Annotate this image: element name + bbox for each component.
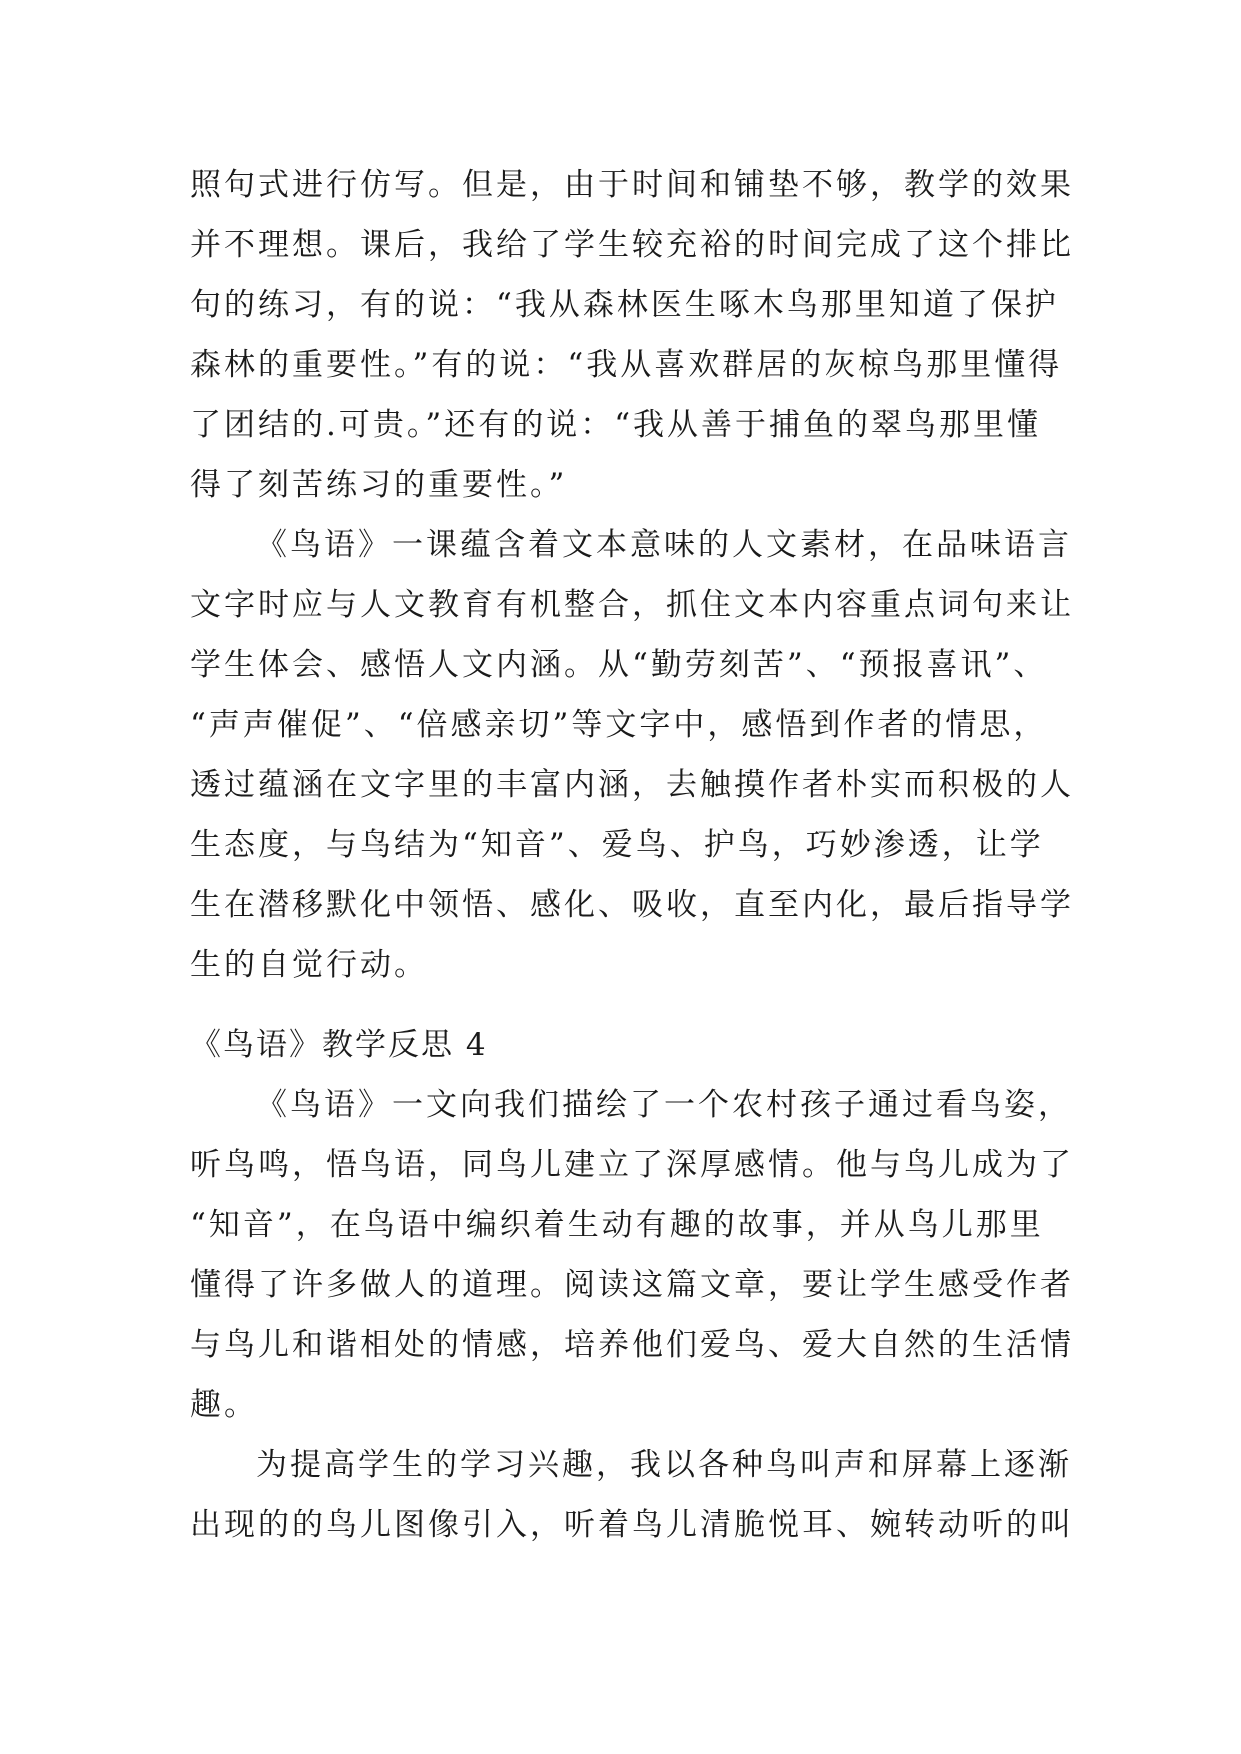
- section-2: [190, 1015, 1074, 1555]
- paragraph-teaching-method: [190, 1435, 1074, 1555]
- paragraph-line: “声声催促”、“倍感亲切”等文字中，感悟到作者的情思，: [190, 707, 1048, 743]
- paragraph-line: 《鸟语》一文向我们描绘了一个农村孩子通过看鸟姿，: [256, 1087, 1072, 1123]
- paragraph-humanistic-material: [190, 515, 1074, 995]
- paragraph-reflection-3-continued: [190, 155, 1074, 515]
- paragraph-line: “知音”，在鸟语中编织着生动有趣的故事，并从鸟儿那里: [190, 1207, 1044, 1243]
- paragraph-line: 趣。: [190, 1387, 258, 1423]
- paragraph-line: 懂得了许多做人的道理。阅读这篇文章，要让学生感受作者: [190, 1267, 1074, 1303]
- paragraph-line: 得了刻苦练习的重要性。”: [190, 467, 568, 503]
- paragraph-line: 森林的重要性。”有的说：“我从喜欢群居的灰椋鸟那里懂得: [190, 347, 1063, 383]
- paragraph-line: 照句式进行仿写。但是，由于时间和铺垫不够，教学的效果: [190, 167, 1074, 203]
- paragraph-line: 生在潜移默化中领悟、感化、吸收，直至内化，最后指导学: [190, 887, 1074, 923]
- paragraph-line: 学生体会、感悟人文内涵。从“勤劳刻苦”、“预报喜讯”、: [190, 647, 1048, 683]
- paragraph-line: 并不理想。课后，我给了学生较充裕的时间完成了这个排比: [190, 227, 1074, 263]
- section-heading: 《鸟语》教学反思 4: [190, 1027, 488, 1063]
- paragraph-line: 《鸟语》一课蕴含着文本意味的人文素材，在品味语言: [256, 527, 1072, 563]
- paragraph-line: 句的练习，有的说：“我从森林医生啄木鸟那里知道了保护: [190, 287, 1059, 323]
- paragraph-line: 生的自觉行动。: [190, 947, 428, 983]
- paragraph-line: 与鸟儿和谐相处的情感，培养他们爱鸟、爱大自然的生活情: [190, 1327, 1074, 1363]
- paragraph-line: 生态度，与鸟结为“知音”、爱鸟、护鸟，巧妙渗透，让学: [190, 827, 1044, 863]
- paragraph-intro: [190, 1075, 1074, 1435]
- paragraph-line: 听鸟鸣，悟鸟语，同鸟儿建立了深厚感情。他与鸟儿成为了: [190, 1147, 1074, 1183]
- section-1: [190, 155, 1074, 995]
- paragraph-line: 文字时应与人文教育有机整合，抓住文本内容重点词句来让: [190, 587, 1074, 623]
- paragraph-line: 透过蕴涵在文字里的丰富内涵，去触摸作者朴实而积极的人: [190, 767, 1074, 803]
- paragraph-line: 了团结的.可贵。”还有的说：“我从善于捕鱼的翠鸟那里懂: [190, 407, 1042, 443]
- paragraph-line: 出现的的鸟儿图像引入，听着鸟儿清脆悦耳、婉转动听的叫: [190, 1507, 1074, 1543]
- paragraph-line: 为提高学生的学习兴趣，我以各种鸟叫声和屏幕上逐渐: [256, 1447, 1072, 1483]
